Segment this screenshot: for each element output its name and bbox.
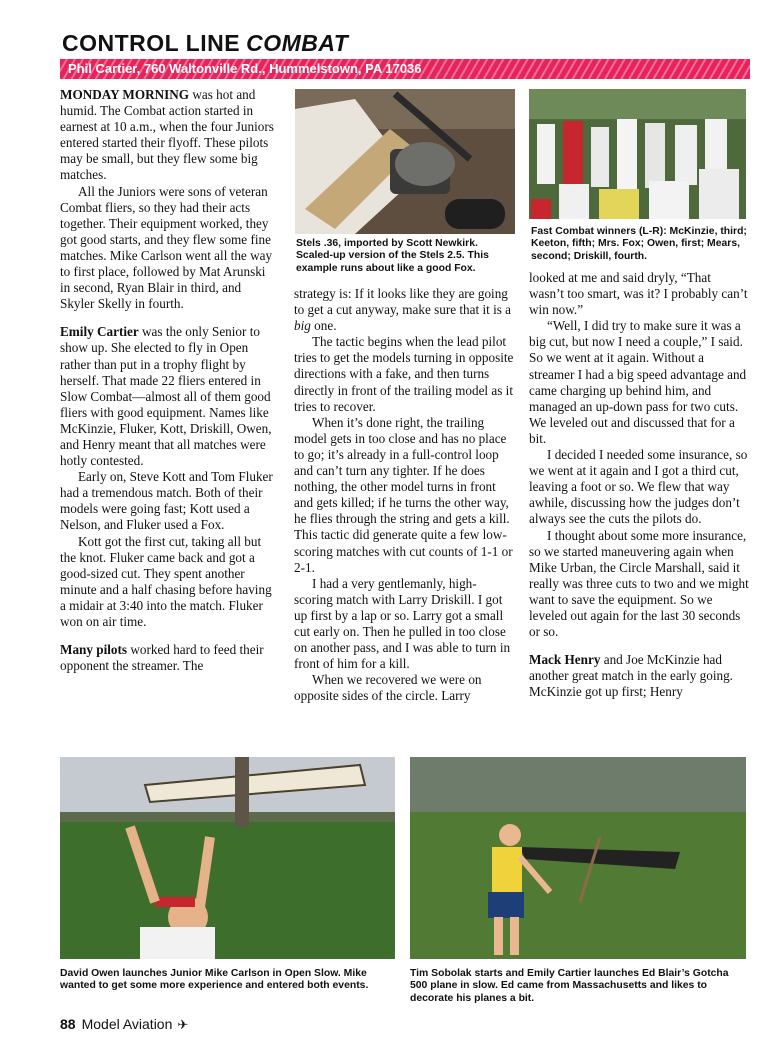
owen-photo-image [60,757,395,959]
sobolak-photo-image [410,757,746,959]
paragraph [60,642,278,674]
winners-caption: Fast Combat winners (L-R): McKinzie, third; Keeton, fifth; Mrs. Fox; Owen, first; Mears, second; Driskill, fourth. [531,226,747,262]
paragraph: Early on, Steve Kott and Tom Fluker had a tremendous match. Both of their models were going fast; Kott used a Nelson, and Fluker used a Fox. [60,469,273,533]
paragraph: All the Juniors were sons of veteran Combat fliers, so they had their acts together. Their equipment worked, they got good starts, and they flew some fine matches. Mike Carlson went all the way to first place, followed by Mat Arunski in second, Ryan Blair in third, and Skyler Skelly in fourth. [60,183,273,312]
byline-text: Phil Cartier, 760 Waltonville Rd., Hummelstown, PA 17036 [68,61,422,76]
engine-photo [295,89,515,234]
paragraph-text: one. [310,318,337,334]
paragraph-text: and Joe McKinzie had another great match in the early going. McKinzie got up first; Henry [529,652,733,700]
paragraph: “Well, I did try to make sure it was a big cut, but now I need a couple,” I said. So we went at it again. Without a streamer I had a big speed advantage and came charging up behind him, and managed an up-down pass for two cuts. We leveled out and discussed that for a bit. [529,318,747,446]
paragraph [60,324,278,469]
page-number: 88 [60,1016,76,1032]
emphasis: big [294,318,311,334]
column-1 [60,87,278,674]
paragraph-text: strategy is: If it looks like they are going to get a cut anyway, make sure that it is a [294,286,512,318]
owen-caption: David Owen launches Junior Mike Carlson in Open Slow. Mike wanted to get some more experience and entered both events. [60,968,369,992]
paragraph [60,87,278,184]
paragraph: I decided I needed some insurance, so we went at it again and I got a third cut, leaving a foot or so. We flew that way awhile, discussing how the judges don’t always see the cuts the pilots do. [529,447,748,527]
title-italic: COMBAT [246,30,349,56]
sobolak-caption: Tim Sobolak starts and Emily Cartier launches Ed Blair’s Gotcha 500 plane in slow. Ed came from Massachusetts and likes to decorate his planes a bit. [410,968,729,1004]
article-title [62,30,348,57]
owen-photo [60,757,395,959]
lead-in: Emily Cartier [60,324,139,340]
paragraph: The tactic begins when the lead pilot tries to get the models turning in opposite directions with a fake, and then turns directly in front of the trailing model as it tries to recover. [294,334,514,414]
lead-in: MONDAY MORNING [60,87,190,102]
paragraph [294,286,514,334]
paragraph [529,652,749,700]
paragraph: looked at me and said dryly, “That wasn’t too smart, was it? I probably can’t win now.” [529,270,748,318]
paragraph: When it’s done right, the trailing model gets in too close and has no place to go; it’s already in a full-control loop and can’t turn any tighter. If he does nothing, the other model turns in front and gets killed; if he turns the other way, he flies through the string and gets a kill. This tactic did generate quite a few low-scoring matches with cut counts of 1-1 or 2-1. [294,414,513,575]
lead-in: Mack Henry [529,652,601,668]
paragraph: When we recovered we were on opposite sides of the circle. Larry [294,672,482,704]
byline-bar [60,59,750,79]
column-3 [529,270,749,700]
paragraph-text: was the only Senior to show up. She elected to fly in Open rather than put in a trophy flight by herself. That made 22 fliers entered in Slow Combat—almost all of them good fliers with good equipment. Names like McKinzie, Fluker, Kott, Driskill, Owen, and Henry meant that all matches were hotly contested. [60,324,272,469]
engine-caption: Stels .36, imported by Scott Newkirk. Scaled-up version of the Stels 2.5. This example runs about like a good Fox. [296,238,489,274]
title-main: CONTROL LINE [62,30,241,56]
paragraph-text: was hot and humid. The Combat action started in earnest at 10 a.m., when the four Juniors entered started their flyoff. These pilots may be small, but they flew some big matches. [60,87,274,183]
magazine-name: Model Aviation [81,1016,173,1032]
winners-photo-image [529,89,746,219]
page-footer [60,1016,188,1033]
paragraph: Kott got the first cut, taking all but the knot. Fluker came back and got a good-sized cut. They spent another minute and a half chasing before having a midair at 3:40 into the match. Fluker won on air time. [60,533,272,629]
winners-photo [529,89,746,219]
paragraph: I had a very gentlemanly, high-scoring match with Larry Driskill. I got up first by a lap or so. Larry got a small cut early on. Then he pulled in too close on another pass, and I was able to turn in front of him for a kill. [294,575,511,672]
paragraph: I thought about some more insurance, so we started maneuvering again when Mike Urban, the Circle Marshall, said it really was three cuts to two and we might want to save the equipment. So we leveled out again for the last 30 seconds or so. [529,527,749,640]
column-2 [294,286,514,704]
sobolak-photo [410,757,746,959]
paragraph-text: worked hard to feed their opponent the streamer. The [60,642,264,674]
engine-photo-image [295,89,515,234]
lead-in: Many pilots [60,642,128,658]
airplane-icon: ✈ [177,1017,189,1032]
